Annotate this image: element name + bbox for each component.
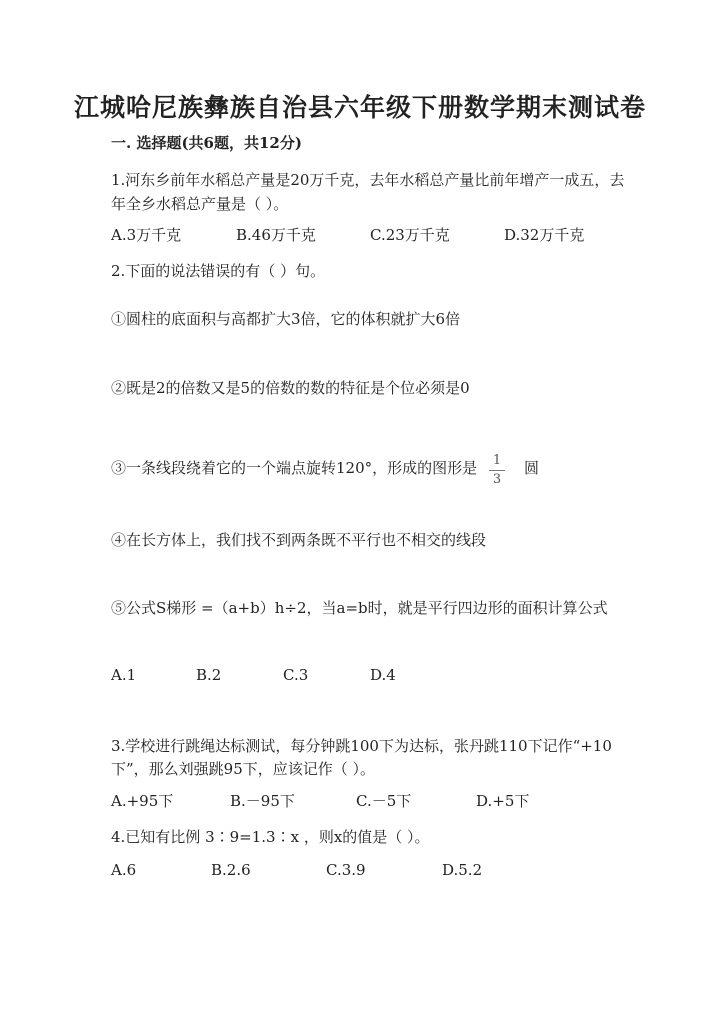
q3-option-c[interactable]: C.－5下	[356, 792, 412, 810]
q1-option-a[interactable]: A.3万千克	[111, 226, 182, 244]
q3-option-b[interactable]: B.－95下	[230, 792, 295, 810]
fraction-one-third	[489, 453, 505, 488]
fraction-numerator: 1	[492, 453, 502, 468]
q2-statement-4: ④在长方体上，我们找不到两条既不平行也不相交的线段	[111, 531, 487, 549]
q2-option-b[interactable]: B.2	[196, 666, 222, 684]
q2-statement-3-tail: 圆	[524, 459, 540, 477]
q3-option-a[interactable]: A.+95下	[111, 792, 174, 810]
fraction-bar	[489, 470, 505, 471]
q2-option-a[interactable]: A.1	[111, 666, 137, 684]
q2-statement-5: ⑤公式S梯形 =（a+b）h÷2，当a=b时，就是平行四边形的面积计算公式	[111, 599, 608, 617]
q2-statement-3: ③一条线段绕着它的一个端点旋转120°，形成的图形是	[111, 459, 478, 477]
q1-stem-line1: 1.河东乡前年水稻总产量是20万千克，去年水稻总产量比前年增产一成五，去	[111, 171, 625, 189]
q4-option-a[interactable]: A.6	[111, 861, 137, 879]
q2-statement-2: ②既是2的倍数又是5的倍数的数的特征是个位必须是0	[111, 379, 470, 397]
q1-option-d[interactable]: D.32万千克	[504, 226, 585, 244]
q3-stem-line2: 下”，那么刘强跳95下，应该记作（ ）。	[111, 760, 376, 778]
q3-stem-line1: 3.学校进行跳绳达标测试，每分钟跳100下为达标，张丹跳110下记作“+10	[111, 737, 612, 755]
q3-option-d[interactable]: D.+5下	[476, 792, 530, 810]
q4-stem: 4.已知有比例 3∶9=1.3∶x ，则x的值是（ ）。	[111, 828, 430, 846]
q1-option-b[interactable]: B.46万千克	[236, 226, 316, 244]
q4-option-b[interactable]: B.2.6	[211, 861, 251, 879]
q2-option-d[interactable]: D.4	[370, 666, 396, 684]
q2-stem: 2.下面的说法错误的有（ ）句。	[111, 262, 326, 280]
q4-option-d[interactable]: D.5.2	[442, 861, 483, 879]
q4-option-c[interactable]: C.3.9	[326, 861, 366, 879]
q1-option-c[interactable]: C.23万千克	[370, 226, 450, 244]
q1-stem-line2: 年全乡水稻总产量是（ ）。	[111, 195, 289, 213]
fraction-denominator: 3	[492, 472, 502, 487]
exam-title: 江城哈尼族彝族自治县六年级下册数学期末测试卷	[73, 93, 646, 122]
q2-statement-1: ①圆柱的底面积与高都扩大3倍，它的体积就扩大6倍	[111, 310, 461, 328]
q2-option-c[interactable]: C.3	[283, 666, 309, 684]
section-heading: 一. 选择题(共6题，共12分)	[111, 134, 302, 152]
